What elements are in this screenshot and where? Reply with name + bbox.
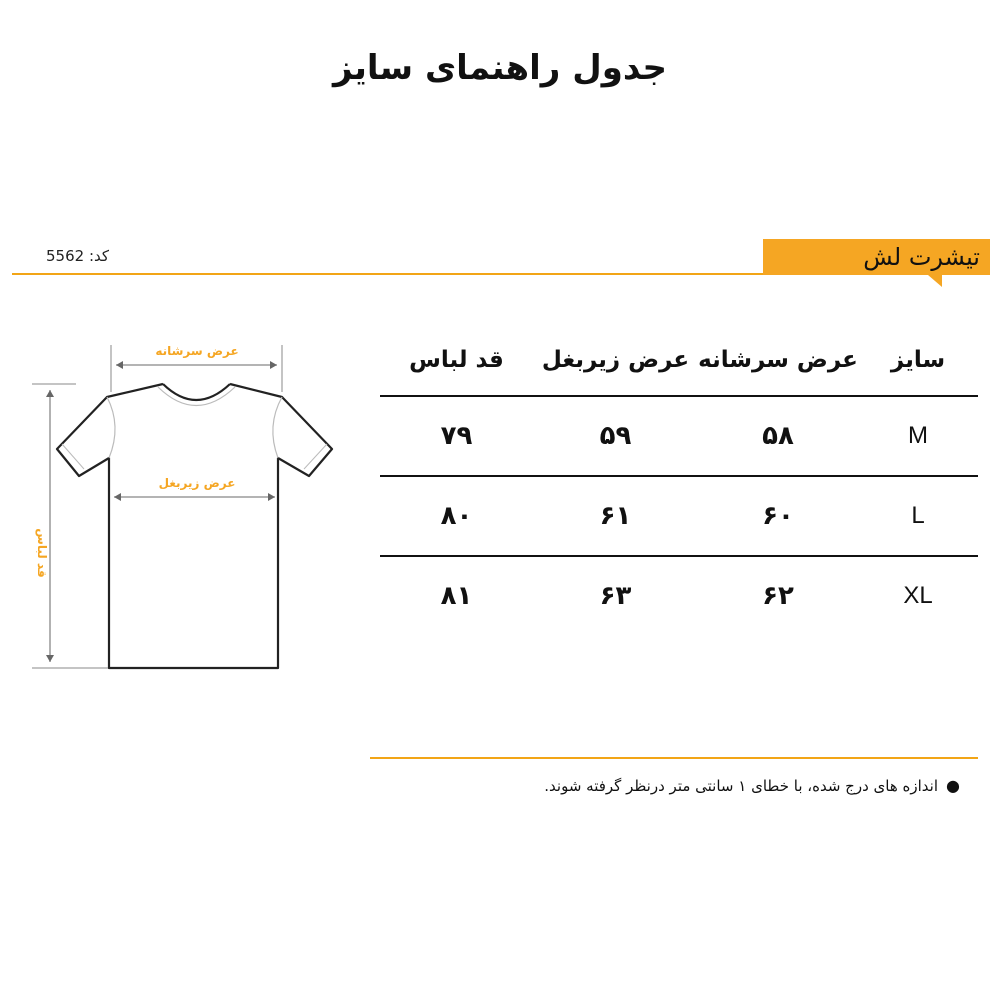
header-shoulder-width: عرض سرشانه: [698, 325, 858, 396]
tshirt-diagram: [0, 330, 360, 680]
header-length: قد لباس: [380, 325, 533, 396]
product-tab-pointer: [928, 275, 942, 287]
product-name-tab: [763, 239, 990, 275]
size-cell: M: [858, 396, 978, 476]
chest-cell: ۵۹: [533, 396, 698, 476]
size-cell: XL: [903, 582, 933, 609]
length-cell: ۸۰: [380, 476, 533, 556]
chest-width-label: عرض زیربغل: [158, 476, 236, 490]
arrow-up-icon: [46, 390, 54, 397]
shoulder-cell: ۶۰: [698, 476, 858, 556]
size-table: [380, 325, 978, 635]
size-cell: L: [858, 476, 978, 556]
arrow-left-icon: [116, 361, 123, 369]
chest-cell: ۶۱: [533, 476, 698, 556]
table-row: [380, 476, 978, 556]
page-title: جدول راهنمای سایز: [333, 48, 667, 88]
product-name: تیشرت لش: [863, 243, 980, 271]
arrow-down-icon: [46, 655, 54, 662]
length-cell: ۷۹: [380, 396, 533, 476]
arrow-right-icon: [270, 361, 277, 369]
length-label: قد لباس: [35, 528, 49, 578]
length-cell: ۸۱: [440, 581, 473, 611]
header-size: سایز: [858, 325, 978, 396]
table-row: [380, 556, 978, 635]
bullet-icon: ●: [946, 776, 960, 795]
chest-cell: ۶۳: [599, 581, 632, 611]
table-header-row: [380, 325, 978, 396]
note-text: اندازه های درج شده، با خطای ۱ سانتی متر درنظر گرفته شوند.: [544, 777, 939, 795]
shoulder-cell: ۶۲: [762, 581, 794, 611]
header-chest-width: عرض زیربغل: [533, 325, 698, 396]
tshirt-outline-icon: [57, 384, 332, 668]
measurement-note: [544, 776, 960, 795]
shoulder-cell: ۵۸: [698, 396, 858, 476]
shoulder-width-label: عرض سرشانه: [155, 344, 239, 358]
table-row: [380, 396, 978, 476]
product-code: کد: 5562: [46, 247, 110, 265]
footer-divider: [370, 757, 978, 759]
